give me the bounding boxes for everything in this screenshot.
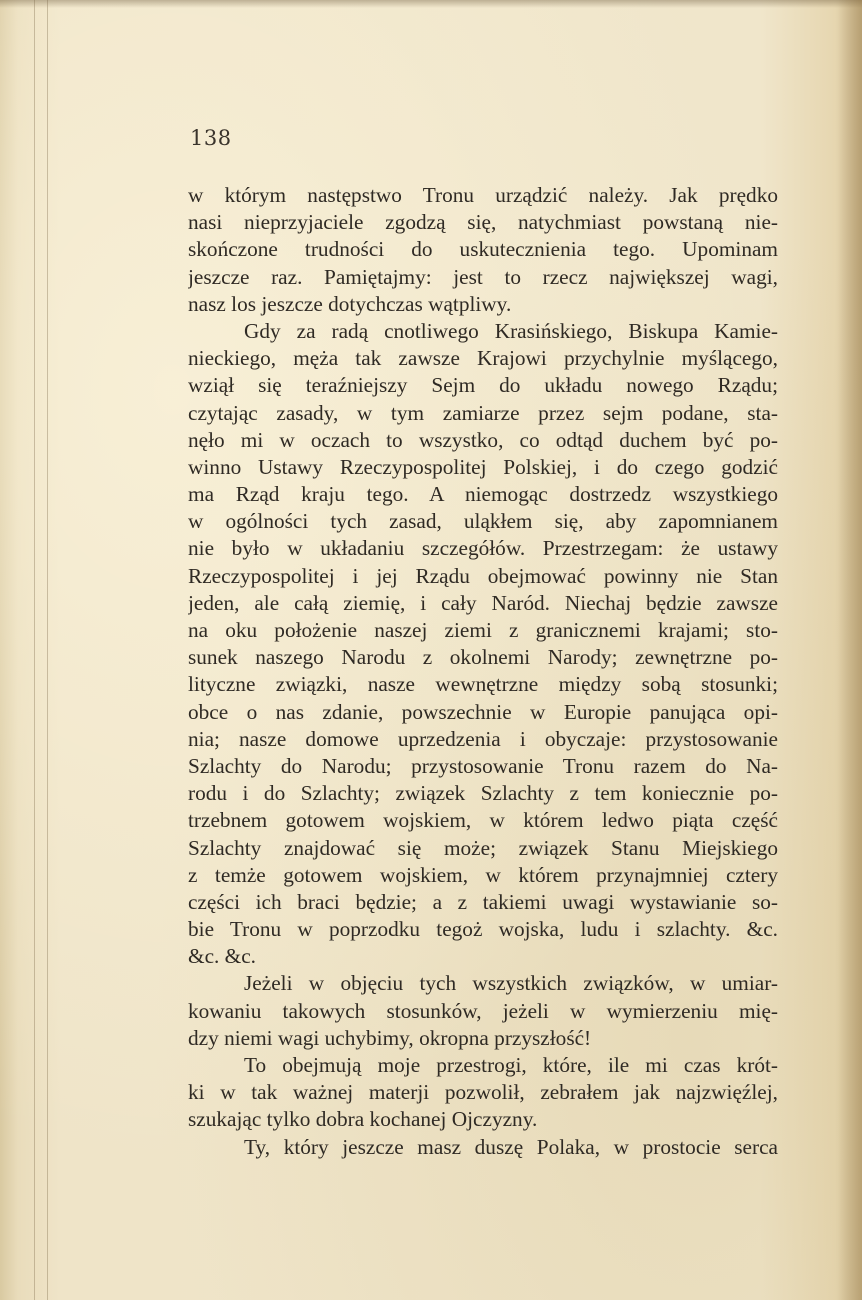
text-line: nia; nasze domowe uprzedzenia i obyczaje: przystosowanie [188, 726, 778, 751]
text-line: szukając tylko dobra kochanej Ojczyzny. [188, 1107, 538, 1132]
text-line: bie Tronu w poprzodku tegoż wojska, ludu i szlachty. &c. [188, 917, 778, 942]
text-line: dzy niemi wagi uchybimy, okropna przyszłość! [188, 1025, 592, 1050]
text-line: nasi nieprzyjaciele zgodzą się, natychmiast powstaną nie- [188, 210, 778, 235]
text-line: winno Ustawy Rzeczypospolitej Polskiej, i do czego godzić [188, 454, 778, 479]
text-line: wziął się teraźniejszy Sejm do układu nowego Rządu; [188, 373, 778, 398]
spine-line [47, 0, 48, 1300]
top-edge-shadow [0, 0, 862, 8]
text-line: nie było w układaniu szczegółów. Przestrzegam: że ustawy [188, 536, 778, 561]
text-line: ma Rząd kraju tego. A niemogąc dostrzedz wszystkiego [188, 482, 778, 507]
text-line: Szlachty do Narodu; przystosowanie Tronu razem do Na- [188, 753, 778, 778]
text-line: jeden, ale całą ziemię, i cały Naród. Niechaj będzie zawsze [188, 590, 778, 615]
text-line: kowaniu takowych stosunków, jeżeli w wymierzeniu mię- [188, 998, 778, 1023]
text-line: na oku położenie naszej ziemi z granicznemi krajami; sto- [188, 618, 778, 642]
text-line: nęło mi w oczach to wszystko, co odtąd duchem być po- [188, 427, 778, 452]
text-line: Ty, który jeszcze masz duszę Polaka, w prostocie serca [244, 1134, 778, 1159]
text-line: Rzeczypospolitej i jej Rządu obejmować powinny nie Stan [188, 563, 778, 588]
text-line: skończone trudności do uskutecznienia tego. Upominam [188, 237, 778, 262]
page-number: 138 [190, 126, 232, 150]
text-line: Gdy za radą cnotliwego Krasińskiego, Biskupa Kamie- [244, 318, 778, 343]
spine-line [34, 0, 35, 1300]
text-line: czytając zasady, w tym zamiarze przez sejm podane, sta- [188, 400, 778, 425]
text-line: w ogólności tych zasad, uląkłem się, aby zapomnianem [188, 509, 778, 534]
text-line: ki w tak ważnej materji pozwolił, zebrałem jak najzwięźlej, [188, 1080, 778, 1105]
text-line: Jeżeli w objęciu tych wszystkich związków, w umiar- [244, 971, 778, 996]
text-line: z temże gotowem wojskiem, w którem przynajmniej cztery [188, 862, 778, 887]
text-line: To obejmują moje przestrogi, które, ile mi czas krót- [244, 1053, 778, 1077]
text-line: trzebnem gotowem wojskiem, w którem ledwo piąta część [188, 808, 778, 833]
text-line: lityczne związki, nasze wewnętrzne między sobą stosunki; [188, 672, 778, 697]
text-line: obce o nas zdanie, powszechnie w Europie panująca opi- [188, 699, 778, 724]
text-line: nieckiego, męża tak zawsze Krajowi przychylnie myślącego, [188, 346, 778, 371]
body-text [188, 182, 778, 1161]
page-right-edge [838, 0, 862, 1300]
text-line: &c. &c. [188, 944, 257, 969]
text-line: w którym następstwo Tronu urządzić należy. Jak prędko [188, 183, 778, 207]
text-line: sunek naszego Narodu z okolnemi Narody; zewnętrzne po- [188, 645, 778, 670]
text-line: części ich braci będzie; a z takiemi uwagi wystawianie so- [188, 889, 778, 914]
text-line: rodu i do Szlachty; związek Szlachty z tem koniecznie po- [188, 781, 778, 806]
text-line: jeszcze raz. Pamiętajmy: jest to rzecz największej wagi, [188, 264, 778, 289]
text-line: Szlachty znajdować się może; związek Stanu Miejskiego [188, 835, 778, 860]
text-line: nasz los jeszcze dotychczas wątpliwy. [188, 291, 512, 316]
